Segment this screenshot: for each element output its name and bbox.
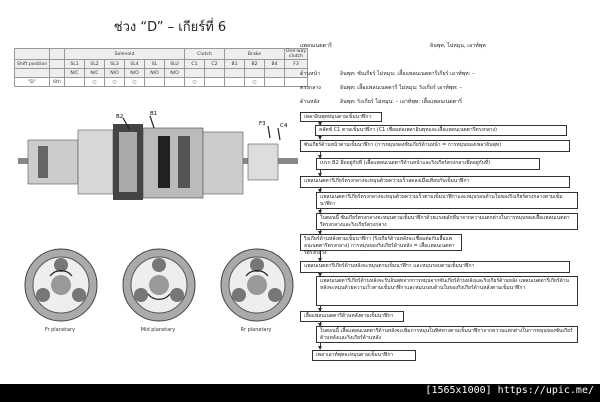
flow-arrow [320,343,321,349]
flow-arrow [320,136,321,139]
right-row-name-rear: ด้านหลัง [300,99,320,105]
solenoid-table [14,48,308,87]
flow-step: เพลาเอาท์พุทจะหมุนตามเข็มนาฬิกา [312,350,416,361]
table-header-row: N/C N/C N/O N/O N/O N/O [15,69,308,78]
flow-step: เสื้อแพลนเนตตารีด้านหลังตามเข็มนาฬิกา [300,311,404,322]
flow-step: ริงเกียร์ด้านหลังตามเข็มนาฬิกา (ริงเกียร์ด้านหลังจะเชื่อมต่อกับเสื้อแพลนเนตตารีตรงกลาง) การหมุนของริงเกียร์ด้านหลัง = เสื้อแพลนเนตตารีตรงกลาง [300,234,462,251]
right-header-label: แพลนเนตตารี [300,43,332,49]
planet-label-front: Fr planetary [44,327,76,333]
transmission-cutaway-diagram [18,110,298,220]
header-brake: Brake [225,49,285,60]
table-row: “D” 6th ○ ○ ○ ○ ○ [15,78,308,87]
right-row-text-mid: อินพุท: เสื้อแพลนเนตตารี ไม่หมุน: ริงเกียร์ เอาท์พุท: – [340,85,462,91]
flow-step: ซันเกียร์ด้านหน้าตามเข็มนาฬิกา (การหมุนของซันเกียร์ด้านหน้า = การหมุนของเพลาอินพุท) [300,140,570,152]
label-f3: F3 [259,121,266,127]
flow-step: คลัตช์ C1 ตามเข็มนาฬิกา (C1 เชื่อมต่อเพลาอินพุทและเสื้อแพลนเนตตารีตรงกลาง) [315,125,567,136]
flow-arrow [320,251,321,261]
rear-planetary-diagram [218,246,296,324]
page-title: ช่วง “D” – เกียร์ที่ 6 [113,20,227,35]
flow-step: ในตอนนี้ เสื้อแพลนเนตตารีด้านหลังจะเพิ่มการหมุนในทิศทางตามเข็มนาฬิกาจากความแตกต่างในการหมุนของซันเกียร์ด้านหลังและริงเกียร์ด้านหลัง [316,326,578,343]
header-solenoid: Solenoid [65,49,185,60]
flow-step: แพลนเนตตารีเกียร์ตรงกลางจะหมุนด้วยความเร็วตามเข็มนาฬิกาและหมุนรอบด้านในของริงเกียร์ตรงกลางตามเข็มนาฬิกา [316,192,578,209]
label-b2: B2 [116,114,124,120]
right-row-text-rear: อินพุท: ริงเกียร์ ไม่หมุน: – เอาท์พุท: เสื้อแพลนเนตตารี [340,99,462,105]
flow-step: เพลาอินพุทหมุนตามเข็มนาฬิกา [300,112,382,122]
watermark-text: [1565x1000] https://upic.me/ [425,385,594,396]
label-c4: C4 [280,123,288,129]
right-header-value: อินพุท, ไม่หมุน, เอาท์พุท [430,43,486,49]
right-row-name-front: ด้านหน้า [300,71,321,77]
planet-label-mid: Mid planetary [140,327,176,333]
flow-step: แพลนเนตตารีเกียร์ตรงกลางจะหมุนด้วยความเร็วลดลงเมื่อเทียบกับเข็มนาฬิกา [300,176,570,188]
header-clutch: Clutch [185,49,225,60]
flow-step: แพลนเนตตารีเกียร์ด้านหลังจะหมุนตามเข็มนาฬิกา และหมุนรอบตามเข็มนาฬิกา [300,261,570,273]
front-planetary-diagram [22,246,100,324]
flow-step: เบรก B2 ยึดอยู่กับที่ (เสื้อแพลนเนตตารีด้านหน้าและริงเกียร์ตรงกลางยึดอยู่กับที่) [316,158,540,170]
right-row-name-mid: ตรงกลาง [300,85,321,91]
right-row-text-front: อินพุท: ซันเกียร์ ไม่หมุน: เสื้อแพลนเนตตารีเกียร์ เอาท์พุท: – [340,71,475,77]
table-header-row: Shift position SL1 SL2 SL3 SL4 SL SLU C1 C2 B1 B2 B4 F3 [15,60,308,69]
planet-label-rear: Rr planetary [240,327,272,333]
label-b1: B1 [150,111,158,117]
mid-planetary-diagram [120,246,198,324]
flow-step: แพลนเนตตารีเกียร์ด้านหลังจะรับอินพุทจากการหมุนจากซันเกียร์ด้านหลังและริงเกียร์ด้านหลัง แพลนเนตตารีเกียร์ด้านหลังจะหมุนด้วยความเร็วตามเข็มนาฬิกาและหมุนรอบด้านในของริงเกียร์ด้านหลังตามเข็มนาฬิกา [316,276,578,306]
flow-step: ในตอนนี้ ซันเกียร์ตรงกลางจะหมุนตามเข็มนาฬิกาด้วยแรงผลักที่มาจากความแตกต่างในการหมุนของเสื้อแพลนเนตตารีตรงกลางและริงเกียร์ตรงกลาง [316,213,578,230]
table-header-row [15,49,308,60]
header-oneway-clutch: One-way clutch [285,49,307,59]
